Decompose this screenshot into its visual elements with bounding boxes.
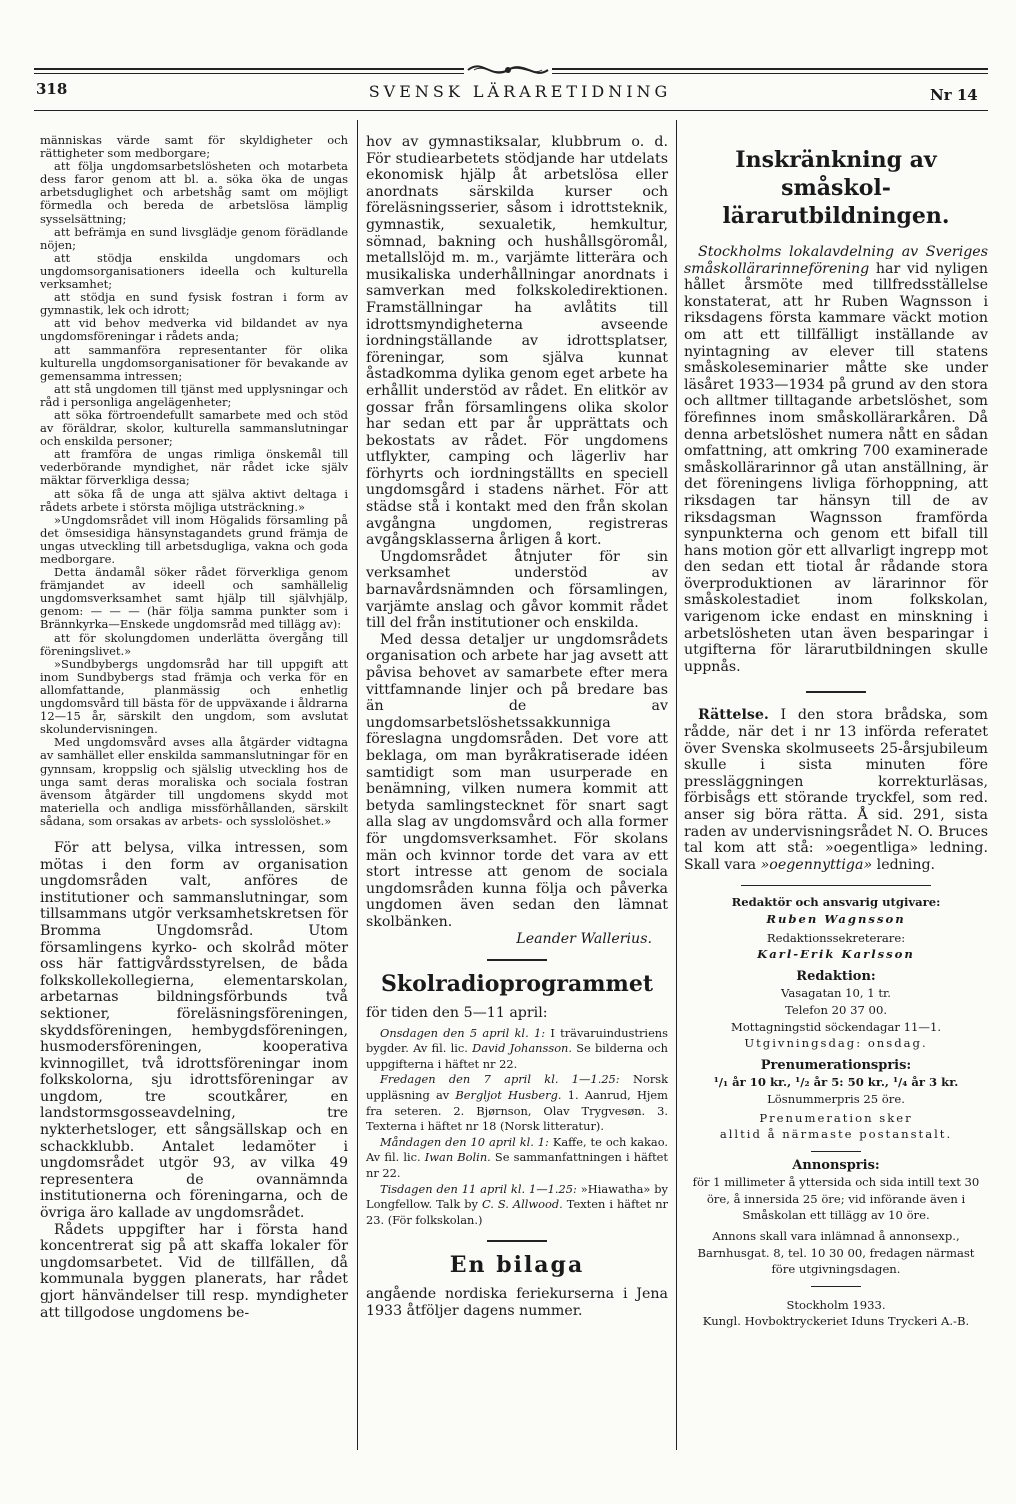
article-text: har vid nyligen hållet årsmöte med tillfredsställelse konstaterat, att hr Ruben Wagnsson i riksdagens första kammare väckt motion om att ett tillfälligt inställande av nyintagning av elever till statens småskoleseminarier måtte ske under läsåret 1933—1934 på grund av den stora och alltmer tilltagande arbetslöshet, som förefinnes inom småskollärarkåren. Då denna arbetslöshet numera nått en sådan omfattning, att omkring 700 examinerade småskollärarinnor gå utan anställning, är det föreningens livliga förhoppning, att riksdagen tar hänsyn till de av riksdagsman Wagnsson framförda synpunkterna och genom ett bifall till hans motion gör ett allvarligt ingrepp mot den sedan ett tiotal år rådande stora överproduktionen av lärarinnor för småskolestadiet inom folkskolan, varigenom icke endast en minskning i arbetslösheten utan även besparingar i utgifterna för lärarutbildningen skulle uppnås. xyxy=(684,260,988,675)
issue-number: Nr 14 xyxy=(930,86,978,104)
column-rule-1 xyxy=(357,120,358,1450)
small-line: Med ungdomsvård avses alla åtgärder vidtagna av samhället eller enskilda sammanslutningar för en gynnsam, kroppslig och själslig utveckling hos de unga samt deras moraliska och sociala fostran ävensom åtgärder till ungdomens skydd mot materiella och andliga missförhållanden, särskilt sådana, som orsakas av arbets- och sysslolöshet.» xyxy=(40,735,348,828)
program-rest: 1. Aanrud, Hjem fra seteren. 2. Bjørnson, Olav Trygvesøn. 3. Texterna i häftet nr 18 (Norsk litteratur). xyxy=(366,1088,668,1134)
small-line: att vid behov medverka vid bildandet av nya ungdomsföreningar i rådets anda; xyxy=(40,316,348,344)
editor-name: Ruben Wagnsson xyxy=(766,911,906,926)
body-text xyxy=(40,840,348,1321)
program-speaker: Iwan Bolin. xyxy=(424,1150,491,1165)
bilaga-heading: En bilaga xyxy=(449,1252,585,1279)
list-item xyxy=(366,1182,668,1229)
office-phone: Telefon 20 37 00. xyxy=(785,1002,887,1017)
correction-end: ledning. xyxy=(872,856,936,873)
program-rest: Se bilderna och uppgifterna i häftet nr 22. xyxy=(366,1041,668,1071)
masthead xyxy=(684,894,988,1330)
small-line: »Sundbybergs ungdomsråd har till uppgift att inom Sundbybergs stad främja och verka för en allomfattande, planmässig och enhetlig ungdomsvård till bästa för de uppväxande i åldrarna 12—15 år, särskilt den ungdom, som avslutat skolundervisningen. xyxy=(40,656,348,737)
subscription-label: Prenumerationspris: xyxy=(760,1057,912,1073)
small-text-block xyxy=(40,134,348,828)
radio-subheading: för tiden den 5—11 april: xyxy=(366,1005,548,1022)
paragraph: Med dessa detaljer ur ungdomsrådets organisation och arbete har jag avsett att påvisa behovet av samarbete efter mera vittfamnande linjer och på bredare bas än de av ungdomsarbetslöshetssakkunniga föreslagna ungdomsråden. Det vore att beklaga, om man byråkratiserade idéen samtidigt som man usurperade en benämning, vilken numera kommit att betyda samlingstecknet för snart sagt alla slag av ungdomsvård och alla former för ungdomsverksamhet. För skolans män och kvinnor torde det vara av ett stort intresse att genom de sociala ungdomsråden kunna följa och påverka ungdomen även sedan den lämnat skolbänken. xyxy=(366,631,668,930)
program-date: Onsdagen den 5 april kl. 1: xyxy=(380,1025,546,1040)
editor-label: Redaktör och ansvarig utgivare: xyxy=(731,895,941,910)
column-rule-2 xyxy=(676,120,677,1450)
newspaper-title: SVENSK LÄRARETIDNING xyxy=(368,82,672,101)
program-rest: Se sammanfattningen i häftet nr 22. xyxy=(366,1150,668,1181)
program-text: »Hiawatha» by Longfellow. Talk by xyxy=(366,1181,668,1212)
reception-hours: Mottagningstid söckendagar 11—1. xyxy=(730,1019,942,1034)
column-3 xyxy=(684,146,988,1330)
printer: Kungl. Hovboktryckeriet Iduns Tryckeri A.-B. xyxy=(702,1314,970,1329)
article-paragraph xyxy=(684,244,988,675)
section-divider xyxy=(487,1240,547,1242)
column-2 xyxy=(366,134,668,1320)
program-text: Norsk uppläsning av xyxy=(366,1072,669,1103)
program-rest: Texten i häftet nr 23. (För folkskolan.) xyxy=(366,1197,668,1227)
column-1 xyxy=(40,134,348,1321)
ornament-icon xyxy=(462,56,554,84)
small-line: »Ungdomsrådet vill inom Högalids församling på det ömsesidiga hänsynstagandets grund främja de ungas utveckling till arbetsdugliga, vakna och goda medborgare. xyxy=(40,512,348,566)
small-line: att stå ungdomen till tjänst med upplysningar och råd i personliga angelägenheter; xyxy=(40,381,348,409)
paragraph: hov av gymnastiksalar, klubbrum o. d. För studiearbetets stödjande har utdelats ekonomisk hjälp åt arbetslösa eller anordnats särskilda kurser och föreläsningsserier, såsom i idrottsteknik, gymnastik, sexualetik, hemkultur, sömnad, bakning och hushållsgöromål, metallslöjd m. m., varjämte litterära och musikaliska underhållningar anordnats i samverkan med folkskoledirektionen. Framställningar ha avlåtits till idrottsmyndigheterna avseende iordningställande av idrottsplatser, föreningar, som själva kunnat åstadkomma dylika genom eget arbete ha erhållit understöd av rådet. En elitkör av gossar från församlingens olika skolor har sedan ett par år upprättats och bekostats av rådet. För ungdomens utflykter, camping och lägerliv har förhyrts och iordningställts en speciell ungdomsgård i stadens närhet. För att städse stå i kontakt med den från skolan avgångna ungdomen, registreras avgångsklasserna årligen å kort. xyxy=(366,134,668,549)
small-line: att sammanföra representanter för olika kulturella ungdomsorganisationer för bevakande av gemensamma intressen; xyxy=(40,342,348,383)
page-number: 318 xyxy=(36,80,68,98)
signature: Leander Wallerius. xyxy=(516,930,652,947)
header-bottom-rule xyxy=(34,110,988,111)
subscription-note: Prenumeration sker xyxy=(759,1110,913,1125)
small-line: att söka få de unga att själva aktivt deltaga i rådets arbete i största möjliga utsträckning.» xyxy=(40,486,348,514)
ad-label: Annonspris: xyxy=(792,1157,880,1173)
correction-text: I den stora brådska, som rådde, när det i nr 13 införda referatet över Svenska skolmuseets 25-årsjubileum skulle i sista minuten före pressläggningen korrekturläsas, förbisågs ett störande tryckfel, som red. anser sig böra rätta. Å sid. 291, sista raden av undervisningsrådet N. O. Bruces tal kom att stå: »oegentliga» ledning. Skall vara xyxy=(684,707,988,873)
ad-text: för 1 millimeter å yttersida och sida intill text 30 öre, å innersida 25 öre; vid införande även i Småskolan ett tillägg av 10 öre. xyxy=(692,1175,980,1223)
small-line: att stödja enskilda ungdomars och ungdomsorganisationers ideella och kulturella verksamhet; xyxy=(40,250,348,292)
radio-heading: Skolradioprogrammet xyxy=(380,971,653,998)
radio-program-list xyxy=(366,1026,668,1229)
small-line: att söka förtroendefullt samarbete med och stöd av föräldrar, skolor, kulturella sammanslutningar och enskilda personer; xyxy=(40,407,348,449)
small-line: att för skolungdomen underlätta övergång till föreningslivet.» xyxy=(40,630,348,658)
correction-paragraph xyxy=(684,707,988,873)
masthead-rule xyxy=(741,885,931,886)
program-text: Kaffe, te och kakao. Av fil. lic. xyxy=(366,1134,668,1165)
article-lead: Stockholms lokalavdelning av Sveriges småskollärarinneförening xyxy=(684,244,988,277)
article-heading xyxy=(684,146,988,230)
single-price: Lösnummerpris 25 öre. xyxy=(767,1091,905,1106)
small-line: att stödja en sund fysisk fostran i form av gymnastik, lek och idrott; xyxy=(40,290,348,318)
section-divider xyxy=(806,691,866,693)
heading-line: lärarutbildningen. xyxy=(722,203,950,229)
secretary-name: Karl-Erik Karlsson xyxy=(757,947,915,962)
small-line: Detta ändamål söker rådet förverkliga genom främjandet av ideell och samhällelig ungdomsverksamhet samt hjälp till självhjälp, genom: — — — (här följa samma punkter som i Brännkyrka—Enskede ungdomsråd med tillägg av): xyxy=(40,565,348,632)
place-year: Stockholm 1933. xyxy=(786,1297,886,1312)
program-date: Fredagen den 7 april kl. 1—1.25: xyxy=(380,1072,620,1087)
paragraph: Rådets uppgifter har i första hand koncentrerat sig på att skaffa lokaler för ungdomsarbetet. Vid de tillfällen, då kommunala byggen planerats, har rådet gjort hänvändelser till resp. myndigheter att tillgodose ungdomens be- xyxy=(40,1221,348,1321)
bilaga-text: angående nordiska feriekurserna i Jena 1933 åtföljer dagens nummer. xyxy=(366,1286,668,1319)
small-line: att befrämja en sund livsglädje genom förädlande nöjen; xyxy=(40,224,348,252)
program-speaker: C. S. Allwood. xyxy=(481,1197,563,1212)
program-date: Måndagen den 10 april kl. 1: xyxy=(380,1134,549,1149)
small-line: att framföra de ungas rimliga önskemål till vederbörande myndighet, när rådet icke själv mäktar förverkliga dessa; xyxy=(40,447,348,488)
subscription-note: alltid å närmaste postanstalt. xyxy=(719,1127,953,1142)
program-speaker: Bergljot Husberg. xyxy=(455,1088,562,1103)
masthead-rule xyxy=(811,1151,861,1152)
office-address: Vasagatan 10, 1 tr. xyxy=(781,986,891,1001)
list-item xyxy=(366,1072,668,1134)
correction-label: Rättelse. xyxy=(698,707,769,724)
program-text: I trävaruindustriens bygder. Av fil. lic. xyxy=(366,1025,668,1056)
small-line: människas värde samt för skyldigheter och rättigheter som medborgare; xyxy=(40,133,348,161)
program-date: Tisdagen den 11 april kl. 1—1.25: xyxy=(380,1181,577,1196)
body-text xyxy=(366,134,668,947)
secretary-label: Redaktionssekreterare: xyxy=(766,930,906,945)
correction-italic: »oegennyttiga» xyxy=(760,856,873,873)
section-divider xyxy=(487,959,547,961)
paragraph: För att belysa, vilka intressen, som mötas i den form av organisation ungdomsråden valt, anföres de institutioner och sammanslutningar, som tillsammans utgör verksamhetskretsen för Bromma Ungdomsråd. Utom församlingens kyrko- och skolråd möter oss här fattigvårdsstyrelsen, de båda folkskollekollegierna, elementarskolan, arbetarnas bildningsförbunds två sektioner, föreläsningsföreningen, skyddsföreningen, hembygdsföreningen, husmodersföreningen, kooperativa kvinnogillet, två idrottsföreningar inom folkskolorna, sju idrottsföreningar av ungdom, tre scoutkårer, en landstormsgosseavdelning, tre nykterhetsloger, ett sångsällskap och en schackklubb. Antalet ledamöter i ungdomsrådet utgör 93, av vilka 49 representera de ovannämnda institutionerna och föreningarna, och de övriga äro kallade av ungdomsrådet. xyxy=(40,839,348,1222)
list-item xyxy=(366,1135,668,1182)
paragraph: Ungdomsrådet åtnjuter för sin verksamhet understöd av barnavårdsnämnden och församlingen, varjämte anslag och gåvor kommit rådet till del från institutioner och enskilda. xyxy=(366,548,668,632)
program-speaker: David Johansson. xyxy=(472,1041,573,1056)
heading-line: Inskränkning av småskol- xyxy=(735,147,937,201)
masthead-rule xyxy=(811,1286,861,1287)
office-label: Redaktion: xyxy=(796,968,876,984)
list-item xyxy=(366,1026,668,1073)
publication-day: Utgivningsdag: onsdag. xyxy=(744,1036,928,1051)
ad-note: Annons skall vara inlämnad å annonsexp., Barnhusgat. 8, tel. 10 30 00, fredagen närmast före utgivningsdagen. xyxy=(697,1229,975,1277)
subscription-prices: ¹/₁ år 10 kr., ¹/₂ år 5: 50 kr., ¹/₄ år 3 kr. xyxy=(713,1075,959,1090)
small-line: att följa ungdomsarbetslösheten och motarbeta dess faror genom att bl. a. söka öka de ungas arbetsduglighet och arbetshåg samt om möjligt förmedla och bereda de arbetslösa lämplig sysselsättning; xyxy=(40,159,348,226)
